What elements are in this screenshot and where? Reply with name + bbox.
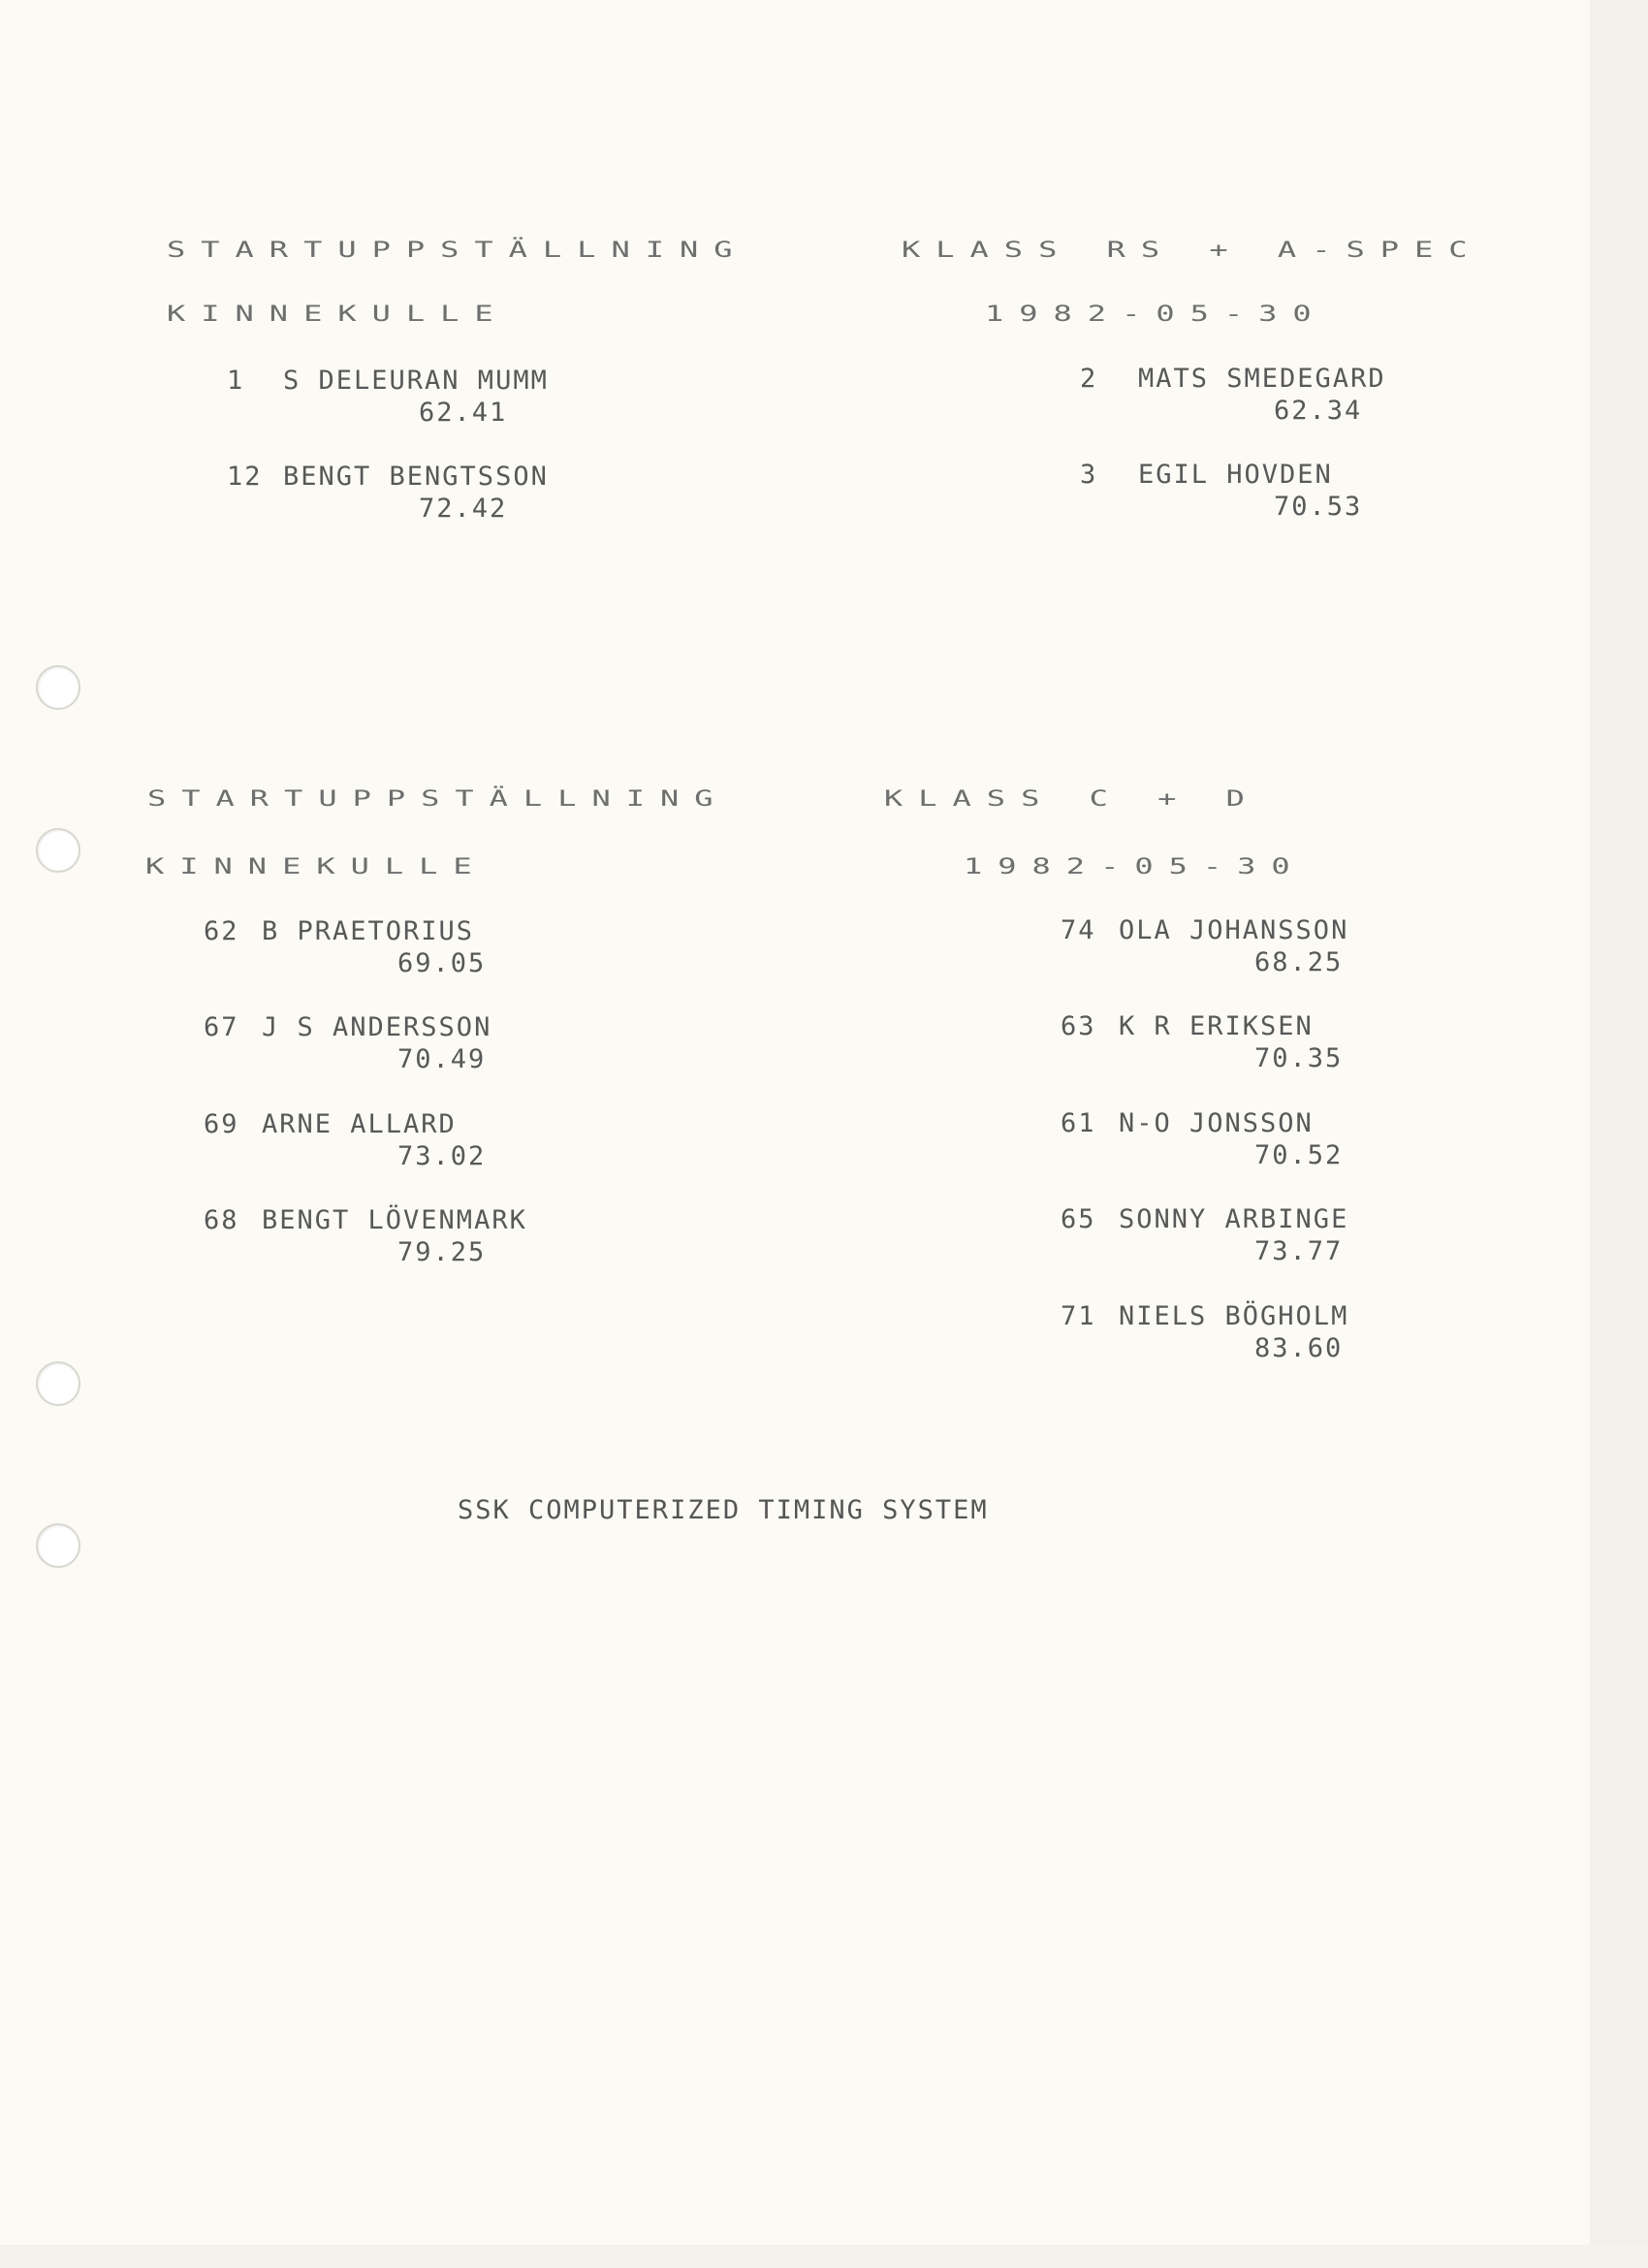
entry-time: 70.49 — [397, 1044, 487, 1074]
entry-time: 70.53 — [1274, 492, 1363, 522]
entry-number: 67 — [204, 1012, 239, 1042]
entry-name: SONNY ARBINGE — [1119, 1204, 1349, 1234]
footer-text: SSK COMPUTERIZED TIMING SYSTEM — [458, 1495, 989, 1525]
entry-number: 1 — [227, 366, 245, 396]
entry-number: 12 — [227, 462, 263, 492]
section-title: STARTUPPSTÄLLNING — [147, 785, 729, 812]
date: 1982-05-30 — [985, 301, 1327, 327]
entry-name: NIELS BÖGHOLM — [1119, 1301, 1349, 1331]
entry-time: 83.60 — [1254, 1333, 1344, 1363]
entry-name: OLA JOHANSSON — [1119, 915, 1349, 945]
paper-bottom-edge — [0, 2245, 1648, 2268]
entry-name: BENGT BENGTSSON — [283, 462, 549, 492]
entry-number: 68 — [204, 1205, 239, 1235]
entry-number: 71 — [1061, 1301, 1096, 1331]
entry-name: MATS SMEDEGARD — [1138, 364, 1386, 394]
entry-time: 62.34 — [1274, 396, 1363, 426]
entry-time: 70.35 — [1254, 1043, 1344, 1073]
entry-name: EGIL HOVDEN — [1138, 460, 1333, 490]
entry-name: J S ANDERSSON — [262, 1012, 492, 1042]
entry-number: 65 — [1061, 1204, 1096, 1234]
date: 1982-05-30 — [964, 853, 1306, 879]
punch-hole — [36, 828, 80, 873]
entry-number: 62 — [204, 916, 239, 946]
entry-name: ARNE ALLARD — [262, 1109, 457, 1139]
entry-time: 69.05 — [397, 948, 487, 978]
entry-time: 79.25 — [397, 1237, 487, 1267]
entry-time: 62.41 — [419, 398, 508, 428]
entry-name: S DELEURAN MUMM — [283, 366, 549, 396]
entry-number: 61 — [1061, 1108, 1096, 1138]
entry-time: 68.25 — [1254, 947, 1344, 977]
class-label: KLASS RS + A-SPEC — [902, 237, 1483, 263]
paper-edge — [1590, 0, 1648, 2268]
entry-number: 63 — [1061, 1011, 1096, 1041]
entry-time: 73.77 — [1254, 1236, 1344, 1266]
entry-name: K R ERIKSEN — [1119, 1011, 1314, 1041]
entry-number: 69 — [204, 1109, 239, 1139]
entry-time: 72.42 — [419, 494, 508, 524]
punch-hole — [36, 665, 80, 710]
entry-number: 74 — [1061, 915, 1096, 945]
location: KINNEKULLE — [167, 301, 509, 327]
entry-time: 70.52 — [1254, 1140, 1344, 1170]
entry-name: BENGT LÖVENMARK — [262, 1205, 527, 1235]
entry-name: N-O JONSSON — [1119, 1108, 1314, 1138]
location: KINNEKULLE — [145, 853, 488, 879]
entry-name: B PRAETORIUS — [262, 916, 475, 946]
entry-number: 2 — [1080, 364, 1098, 394]
punch-hole — [36, 1361, 80, 1406]
punch-hole — [36, 1523, 80, 1568]
entry-number: 3 — [1080, 460, 1098, 490]
class-label: KLASS C + D — [884, 785, 1260, 812]
entry-time: 73.02 — [397, 1141, 487, 1171]
section-title: STARTUPPSTÄLLNING — [167, 237, 748, 263]
